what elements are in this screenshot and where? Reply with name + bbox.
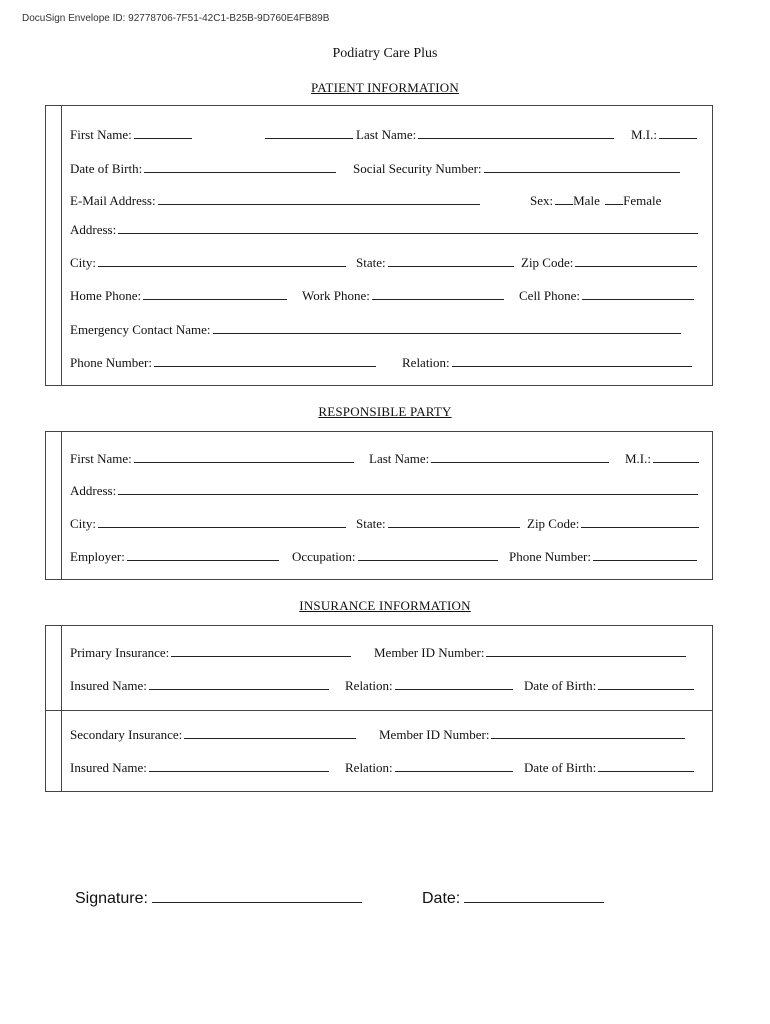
secondary-member-id-field[interactable] xyxy=(379,727,685,743)
patient-last-name-field[interactable] xyxy=(356,127,614,143)
mi-label: M.I.: xyxy=(625,451,651,466)
responsible-party-box xyxy=(45,431,713,580)
secondary-relation-field[interactable] xyxy=(345,760,513,776)
patient-state-field[interactable] xyxy=(356,255,514,271)
responsible-phone-number-field[interactable] xyxy=(509,549,697,565)
city-label: City: xyxy=(70,516,97,531)
patient-row-address xyxy=(70,222,704,240)
zip-label: Zip Code: xyxy=(527,516,580,531)
primary-insured-name-field[interactable] xyxy=(70,678,329,694)
primary-member-id-field[interactable] xyxy=(374,645,686,661)
insurance-section-title: INSURANCE INFORMATION xyxy=(299,598,471,613)
responsible-row-city xyxy=(70,516,704,534)
patient-row-dob xyxy=(70,161,704,179)
responsible-last-name-field[interactable] xyxy=(369,451,609,467)
patient-relation-field[interactable] xyxy=(402,355,692,371)
first-name-label: First Name: xyxy=(70,451,132,466)
insurance-info-box xyxy=(45,625,713,792)
patient-address-field[interactable] xyxy=(70,222,698,238)
date-field[interactable] xyxy=(422,888,604,908)
last-name-label: Last Name: xyxy=(369,451,430,466)
insurance-row-secondary-insured xyxy=(70,760,704,778)
responsible-section-title: RESPONSIBLE PARTY xyxy=(318,404,452,419)
patient-row-phones xyxy=(70,288,704,306)
patient-row-emergency xyxy=(70,322,704,340)
occupation-label: Occupation: xyxy=(292,549,356,564)
mi-label: M.I.: xyxy=(631,127,657,142)
patient-section-title: PATIENT INFORMATION xyxy=(311,80,459,95)
patient-zip-field[interactable] xyxy=(521,255,697,271)
insurance-row-secondary xyxy=(70,727,704,745)
phone-number-label: Phone Number: xyxy=(509,549,591,564)
patient-row-emergency-phone xyxy=(70,355,704,373)
patient-email-field[interactable] xyxy=(70,193,480,209)
insurance-row-primary xyxy=(70,645,704,663)
secondary-insured-name-field[interactable] xyxy=(70,760,329,776)
date-label: Date: xyxy=(422,890,461,907)
member-id-label: Member ID Number: xyxy=(374,645,485,660)
address-label: Address: xyxy=(70,483,117,498)
responsible-address-field[interactable] xyxy=(70,483,698,499)
ssn-label: Social Security Number: xyxy=(353,161,482,176)
box-margin-line xyxy=(61,432,62,579)
city-label: City: xyxy=(70,255,97,270)
responsible-row-address xyxy=(70,483,704,501)
address-label: Address: xyxy=(70,222,117,237)
primary-insurance-field[interactable] xyxy=(70,645,351,661)
state-label: State: xyxy=(356,255,386,270)
secondary-insurance-field[interactable] xyxy=(70,727,356,743)
dob-label: Date of Birth: xyxy=(524,760,597,775)
responsible-occupation-field[interactable] xyxy=(292,549,498,565)
state-label: State: xyxy=(356,516,386,531)
patient-city-field[interactable] xyxy=(70,255,346,271)
relation-label: Relation: xyxy=(345,760,393,775)
patient-row-email xyxy=(70,193,704,211)
first-name-label: First Name: xyxy=(70,127,132,142)
email-label: E-Mail Address: xyxy=(70,193,156,208)
patient-ssn-field[interactable] xyxy=(353,161,680,177)
insured-name-label: Insured Name: xyxy=(70,760,147,775)
patient-info-box xyxy=(45,105,713,386)
box-margin-line xyxy=(61,106,62,385)
practice-name: Podiatry Care Plus xyxy=(332,46,438,61)
envelope-id: DocuSign Envelope ID: 92778706-7F51-42C1-B25B-9D760E4FB89B xyxy=(22,13,330,24)
male-option[interactable]: Male xyxy=(573,193,600,208)
responsible-first-name-field[interactable] xyxy=(70,451,354,467)
zip-label: Zip Code: xyxy=(521,255,574,270)
patient-phone-number-field[interactable] xyxy=(70,355,376,371)
last-name-label: Last Name: xyxy=(356,127,417,142)
primary-dob-field[interactable] xyxy=(524,678,694,694)
patient-emergency-name-field[interactable] xyxy=(70,322,681,338)
box-margin-line xyxy=(61,626,62,791)
secondary-dob-field[interactable] xyxy=(524,760,694,776)
responsible-city-field[interactable] xyxy=(70,516,346,532)
insurance-divider xyxy=(46,710,712,711)
employer-label: Employer: xyxy=(70,549,125,564)
responsible-employer-field[interactable] xyxy=(70,549,279,565)
patient-sex-field[interactable] xyxy=(530,193,661,209)
member-id-label: Member ID Number: xyxy=(379,727,490,742)
home-phone-label: Home Phone: xyxy=(70,288,142,303)
phone-number-label: Phone Number: xyxy=(70,355,152,370)
signature-label: Signature: xyxy=(75,890,148,907)
patient-cell-phone-field[interactable] xyxy=(519,288,694,304)
patient-mi-field[interactable] xyxy=(631,127,697,143)
insurance-row-primary-insured xyxy=(70,678,704,696)
relation-label: Relation: xyxy=(345,678,393,693)
sex-label: Sex: xyxy=(530,193,554,208)
patient-work-phone-field[interactable] xyxy=(302,288,504,304)
patient-row-name xyxy=(70,127,704,145)
responsible-zip-field[interactable] xyxy=(527,516,699,532)
patient-row-city xyxy=(70,255,704,273)
work-phone-label: Work Phone: xyxy=(302,288,370,303)
cell-phone-label: Cell Phone: xyxy=(519,288,581,303)
emergency-name-label: Emergency Contact Name: xyxy=(70,322,211,337)
patient-home-phone-field[interactable] xyxy=(70,288,287,304)
relation-label: Relation: xyxy=(402,355,450,370)
responsible-row-name xyxy=(70,451,704,469)
responsible-row-employer xyxy=(70,549,704,567)
primary-relation-field[interactable] xyxy=(345,678,513,694)
responsible-state-field[interactable] xyxy=(356,516,520,532)
patient-dob-field[interactable] xyxy=(70,161,336,177)
patient-first-name-field-ext[interactable] xyxy=(263,127,353,143)
secondary-insurance-label: Secondary Insurance: xyxy=(70,727,183,742)
responsible-mi-field[interactable] xyxy=(625,451,699,467)
dob-label: Date of Birth: xyxy=(524,678,597,693)
female-option[interactable]: Female xyxy=(623,193,662,208)
insured-name-label: Insured Name: xyxy=(70,678,147,693)
primary-insurance-label: Primary Insurance: xyxy=(70,645,170,660)
patient-first-name-field[interactable] xyxy=(70,127,192,143)
signature-field[interactable] xyxy=(75,888,362,908)
dob-label: Date of Birth: xyxy=(70,161,143,176)
